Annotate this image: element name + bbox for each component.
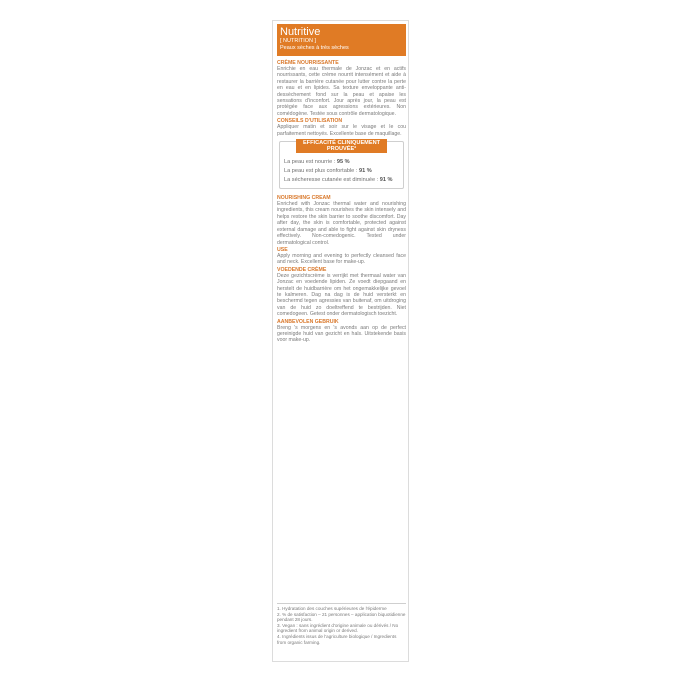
nl-body: Deze gezichtscrème is verrijkt met thermaal water van Jonzac en voedende lipiden. Ze voedt diepgaand en herstelt de huidbarrière om het ongemakkelijke gevoel te kalmeren. Dag na dag is de huid versterkt en beschermd tegen agressies van buitenaf, om uitdroging van de huid zo doeltreffend te bestrijden. Niet comedogeen. Getest onder dermatologisch toezicht. xyxy=(277,272,406,318)
stat-value: 91 % xyxy=(379,177,393,184)
stat-label: La peau est plus confortable : xyxy=(284,168,359,175)
en-use-body: Apply morning and evening to perfectly cleansed face and neck. Excellent base for make-up. xyxy=(277,252,406,266)
efficacy-box xyxy=(279,141,404,189)
nl-title: VOEDENDE CRÈME xyxy=(277,266,327,273)
product-subtitle: [ NUTRITION ] xyxy=(280,38,317,44)
en-body: Enriched with Jonzac thermal water and nourishing ingredients, this cream nourishes the skin intensely and helps restore the skin barrier to soothe discomfort. Day after day, the skin is comfortable, protected against external damage and able to fight against skin dryness effectively. Non-comedogenic. Tested under dermatological control. xyxy=(277,201,406,246)
product-label-panel xyxy=(272,20,409,662)
efficacy-title: EFFICACITÉ CLINIQUEMENT PROUVÉE² xyxy=(296,139,387,153)
footnote: 3. Vegan : sans ingrédient d'origine animale ou dérivés / No ingredient from animal origin or derived. xyxy=(277,622,399,634)
stat-value: 91 % xyxy=(358,168,372,175)
product-title: Nutritive xyxy=(280,26,321,38)
stat-row xyxy=(284,159,399,166)
fr-use-title: CONSEILS D'UTILISATION xyxy=(277,118,343,125)
en-use-title: USE xyxy=(277,246,288,253)
fr-body: Enrichie en eau thermale de Jonzac et en actifs nourrissants, cette crème nourrit intensément et aide à restaurer la barrière cutanée pour lutter contre la perte en eau et en lipides. Sa texture enveloppante anti-dessèchement fond sur la peau et apaise les sensations d'inconfort. Jour après jour, la peau est protégée face aux agressions extérieures. Non comédogène. Testée sous contrôle dermatologique. xyxy=(277,66,406,117)
footnotes xyxy=(277,603,406,645)
stat-value: 95 % xyxy=(336,159,350,166)
footnote: 1. Hydratation des couches supérieures de l'épiderme xyxy=(277,606,387,611)
fr-title: CRÈME NOURRISSANTE xyxy=(277,60,339,66)
stat-row xyxy=(284,168,399,175)
stat-label: La peau est nourrie : xyxy=(284,159,337,166)
footnote: 4. Ingrédients issus de l'agriculture biologique / Ingredients from organic farming. xyxy=(277,633,397,645)
footnote: 2. % de satisfaction – 21 personnes – application biquotidienne pendant 28 jours. xyxy=(277,611,406,623)
stat-label: La sécheresse cutanée est diminuée : xyxy=(284,177,380,184)
nl-use-body: Breng 's morgens en 's avonds aan op de perfect gereinigde huid van gezicht en hals. Uitstekende basis voor make-up. xyxy=(277,324,406,344)
skin-type: Peaux sèches à très sèches xyxy=(280,45,349,51)
label-content xyxy=(277,59,406,344)
en-title: NOURISHING CREAM xyxy=(277,195,331,202)
nl-use-title: AANBEVOLEN GEBRUIK xyxy=(277,318,339,325)
fr-use-body: Appliquer matin et soir sur le visage et le cou parfaitement nettoyés. Excellente base de maquillage. xyxy=(277,124,406,137)
header-band xyxy=(277,24,406,56)
stat-row xyxy=(284,177,399,184)
